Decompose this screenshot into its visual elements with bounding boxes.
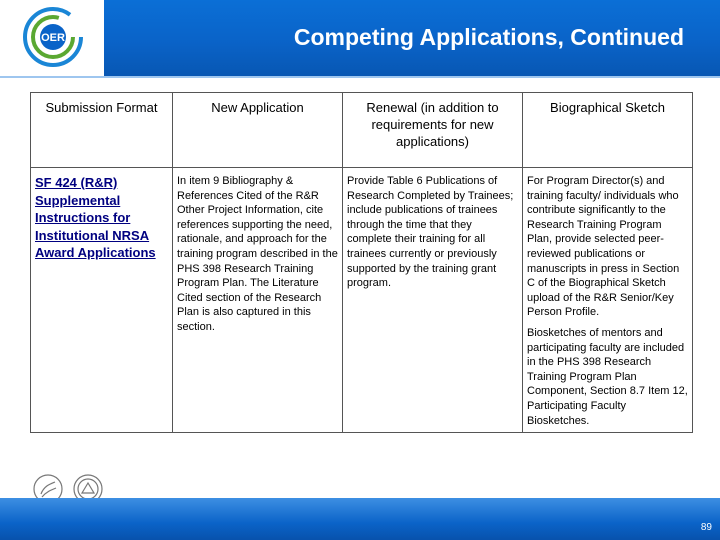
footer-bar <box>0 498 720 540</box>
header-new-application: New Application <box>173 93 343 168</box>
logo-text: OER <box>41 32 65 44</box>
table-row <box>31 168 693 433</box>
logo-area <box>0 0 104 76</box>
cell-renewal: Provide Table 6 Publications of Research Completed by Trainees; include publications of trainees through the time that they complete their training for all trainees currently or previously supported by the training grant program. <box>343 168 523 433</box>
cell-new-application: In item 9 Bibliography & References Cited of the R&R Other Project Information, cite references supporting the need, rationale, and approach for the training program described in the PHS 398 Research Training Program Plan. The Literature Cited section of the Research Plan is also captured in this section. <box>173 168 343 433</box>
header-renewal: Renewal (in addition to requirements for new applications) <box>343 93 523 168</box>
applications-table <box>30 92 693 433</box>
page-number: 89 <box>700 522 712 533</box>
header-divider <box>0 76 720 78</box>
table-header-row <box>31 93 693 168</box>
biosketch-paragraph-1: For Program Director(s) and training faculty/ individuals who contribute significantly to the Research Training Program Plan, provide selected peer-reviewed publications or manuscripts in press in Section C of the Biographical Sketch upload of the R&R Senior/Key Person Profile. <box>527 175 680 319</box>
header-biographical-sketch: Biographical Sketch <box>523 93 693 168</box>
instructions-link[interactable]: SF 424 (R&R) Supplemental Instructions for Institutional NRSA Award Applications <box>35 175 156 261</box>
cell-biographical-sketch <box>523 168 693 433</box>
header-submission-format: Submission Format <box>31 93 173 168</box>
biosketch-paragraph-2: Biosketches of mentors and participating faculty are included in the PHS 398 Research Training Program Plan Component, Section 8.7 Item 12, Participating Faculty Biosketches. <box>527 326 688 427</box>
cell-submission-format <box>31 168 173 433</box>
oer-logo-icon <box>20 6 86 68</box>
page-title: Competing Applications, Continued <box>293 24 684 50</box>
